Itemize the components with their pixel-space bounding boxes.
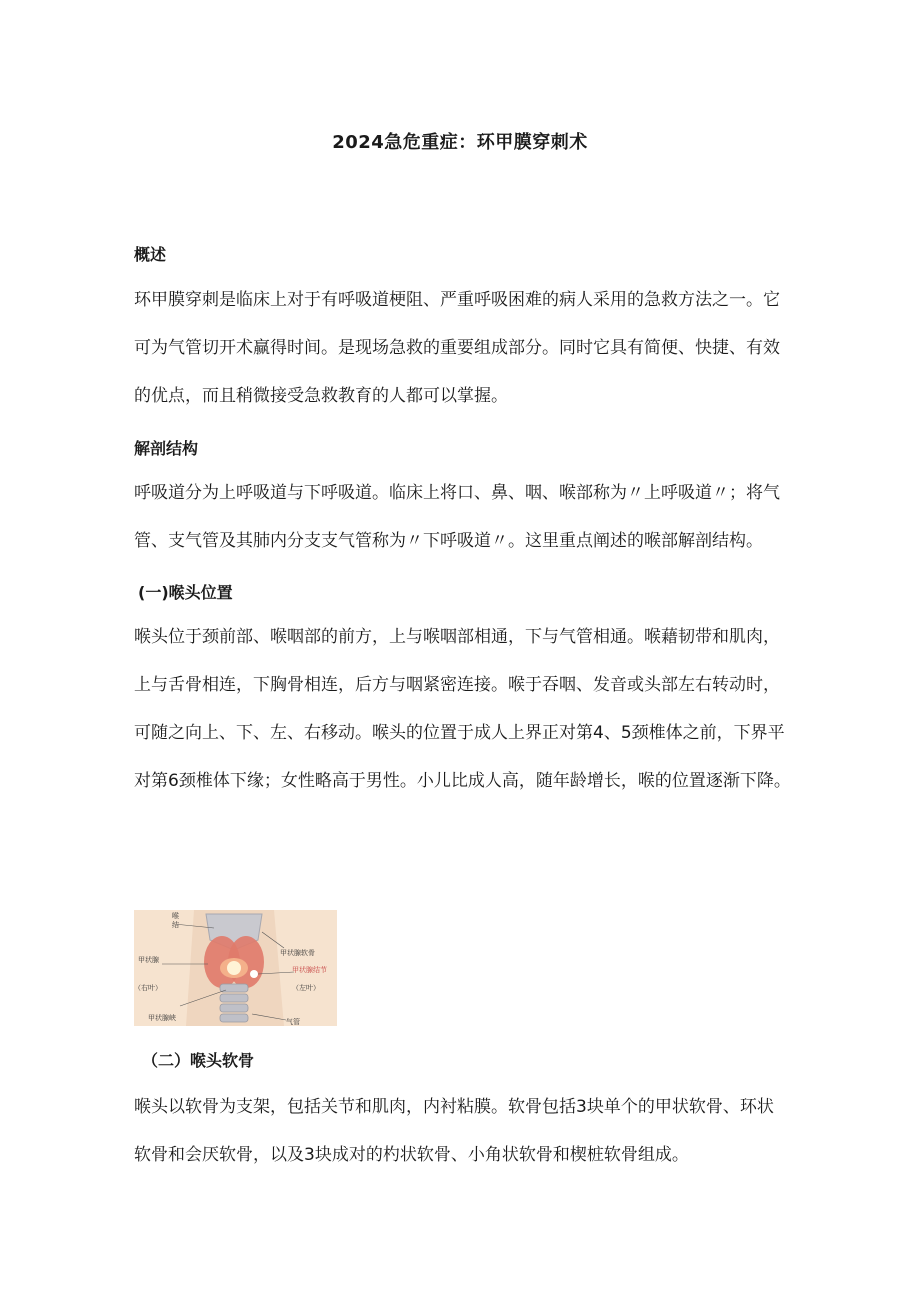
paragraph-larynx-position bbox=[134, 613, 794, 805]
label-isthmus: 甲状腺峡 bbox=[148, 1014, 176, 1022]
page-title: 2024急危重症：环甲膜穿刺术 bbox=[332, 132, 588, 153]
text-line: 对第6颈椎体下缘；女性略高于男性。小儿比成人高，随年龄增长，喉的位置逐渐下降。 bbox=[134, 771, 791, 791]
thyroid-nodule-shape bbox=[250, 970, 258, 978]
section-heading-larynx-cartilage: （二）喉头软骨 bbox=[142, 1051, 255, 1070]
text-line: 的优点，而且稍微接受急救教育的人都可以掌握。 bbox=[134, 386, 508, 406]
text-line: 呼吸道分为上呼吸道与下呼吸道。临床上将口、鼻、咽、喉部称为〃上呼吸道〃；将气 bbox=[134, 483, 780, 503]
label-thyroid-nodule: 甲状腺结节 bbox=[292, 966, 327, 974]
text-line: 喉头以软骨为支架，包括关节和肌肉，内衬粘膜。软骨包括3块单个的甲状软骨、环状 bbox=[134, 1097, 774, 1117]
section-heading-larynx-position: (一)喉头位置 bbox=[138, 583, 233, 602]
text-line: 喉头位于颈前部、喉咽部的前方，上与喉咽部相通，下与气管相通。喉藉韧带和肌肉， bbox=[134, 627, 780, 647]
label-trachea: 气管 bbox=[286, 1018, 300, 1026]
label-laryngeal-prominence-1: 喉 bbox=[172, 912, 179, 920]
text-line: 软骨和会厌软骨，以及3块成对的杓状软骨、小角状软骨和楔桩软骨组成。 bbox=[134, 1145, 689, 1165]
thyroid-anatomy-figure bbox=[134, 910, 337, 1026]
label-thyroid-gland: 甲状腺 bbox=[138, 956, 159, 964]
label-right-lobe: （右叶） bbox=[134, 984, 162, 992]
label-thyroid-cartilage: 甲状腺软骨 bbox=[280, 949, 315, 957]
text-line: 环甲膜穿刺是临床上对于有呼吸道梗阻、严重呼吸困难的病人采用的急救方法之一。它 bbox=[134, 290, 780, 310]
text-line: 可为气管切开术赢得时间。是现场急救的重要组成部分。同时它具有简便、快捷、有效 bbox=[134, 338, 780, 358]
paragraph-overview bbox=[134, 276, 794, 420]
thyroid-anatomy-illustration bbox=[134, 910, 337, 1026]
label-left-lobe: （左叶） bbox=[292, 984, 320, 992]
text-line: 上与舌骨相连，下胸骨相连，后方与咽紧密连接。喉于吞咽、发音或头部左右转动时， bbox=[134, 675, 780, 695]
section-heading-anatomy: 解剖结构 bbox=[134, 439, 199, 458]
section-heading-overview: 概述 bbox=[134, 245, 167, 264]
glow-center bbox=[227, 961, 241, 975]
label-laryngeal-prominence-2: 结 bbox=[172, 921, 179, 929]
paragraph-anatomy bbox=[134, 469, 794, 565]
text-line: 可随之向上、下、左、右移动。喉头的位置于成人上界正对第4、5颈椎体之前，下界平 bbox=[134, 723, 785, 743]
text-line: 管、支气管及其肺内分支支气管称为〃下呼吸道〃。这里重点阐述的喉部解剖结构。 bbox=[134, 531, 763, 551]
paragraph-larynx-cartilage bbox=[134, 1083, 794, 1179]
